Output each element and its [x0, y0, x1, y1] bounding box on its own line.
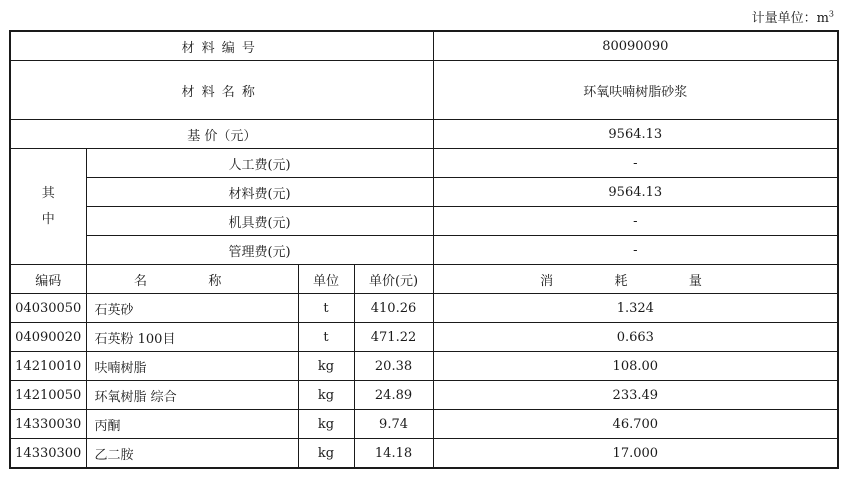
- material-name-row: [10, 61, 838, 120]
- material-name-label: 材料名称: [10, 61, 433, 120]
- cell-price: 20.38: [354, 352, 433, 381]
- table-row: [10, 410, 838, 439]
- table-row: [10, 294, 838, 323]
- cell-name: 环氧树脂 综合: [86, 381, 298, 410]
- material-code-label: 材料编号: [10, 31, 433, 61]
- cell-unit: t: [298, 294, 354, 323]
- table-row: [10, 381, 838, 410]
- measurement-unit-label: 计量单位：m: [751, 11, 829, 26]
- breakdown-row: [10, 236, 838, 265]
- cell-unit: kg: [298, 352, 354, 381]
- table-row: [10, 352, 838, 381]
- column-header-unit: 单位: [298, 265, 354, 294]
- cell-consumption: 17.000: [433, 439, 838, 469]
- cell-unit: kg: [298, 381, 354, 410]
- breakdown-group-label: [10, 149, 86, 265]
- column-header-consumption: 消 耗 量: [433, 265, 838, 294]
- cell-code: 14330030: [10, 410, 86, 439]
- cell-price: 471.22: [354, 323, 433, 352]
- breakdown-group-char-1: 其: [41, 185, 55, 201]
- base-price-label: 基 价（元）: [10, 120, 433, 149]
- material-code-row: [10, 31, 838, 61]
- cell-unit: kg: [298, 410, 354, 439]
- breakdown-row: [10, 178, 838, 207]
- column-header-row: [10, 265, 838, 294]
- cell-price: 9.74: [354, 410, 433, 439]
- breakdown-value: -: [433, 207, 838, 236]
- cell-consumption: 233.49: [433, 381, 838, 410]
- breakdown-label: 材料费(元): [86, 178, 433, 207]
- cell-code: 04090020: [10, 323, 86, 352]
- table-row: [10, 323, 838, 352]
- breakdown-label: 管理费(元): [86, 236, 433, 265]
- cell-unit: kg: [298, 439, 354, 469]
- base-price-row: [10, 120, 838, 149]
- breakdown-label: 人工费(元): [86, 149, 433, 178]
- material-name-value: 环氧呋喃树脂砂浆: [433, 61, 838, 120]
- material-code-value: 80090090: [433, 31, 838, 61]
- cell-consumption: 0.663: [433, 323, 838, 352]
- breakdown-row: [10, 149, 838, 178]
- breakdown-label: 机具费(元): [86, 207, 433, 236]
- base-price-value: 9564.13: [433, 120, 838, 149]
- breakdown-value: -: [433, 149, 838, 178]
- cell-consumption: 1.324: [433, 294, 838, 323]
- cell-name: 丙酮: [86, 410, 298, 439]
- column-header-code: 编码: [10, 265, 86, 294]
- cell-code: 04030050: [10, 294, 86, 323]
- cell-consumption: 46.700: [433, 410, 838, 439]
- breakdown-value: 9564.13: [433, 178, 838, 207]
- cell-unit: t: [298, 323, 354, 352]
- cell-name: 石英粉 100目: [86, 323, 298, 352]
- material-spec-table: [9, 30, 839, 469]
- cell-price: 410.26: [354, 294, 433, 323]
- cell-price: 14.18: [354, 439, 433, 469]
- cell-code: 14210050: [10, 381, 86, 410]
- cell-name: 石英砂: [86, 294, 298, 323]
- breakdown-value: -: [433, 236, 838, 265]
- measurement-unit-superscript: 3: [828, 9, 834, 19]
- cell-name: 呋喃树脂: [86, 352, 298, 381]
- cell-price: 24.89: [354, 381, 433, 410]
- cell-name: 乙二胺: [86, 439, 298, 469]
- column-header-price: 单价(元): [354, 265, 433, 294]
- cell-code: 14330300: [10, 439, 86, 469]
- breakdown-group-char-2: 中: [41, 211, 55, 227]
- column-header-name: 名 称: [86, 265, 298, 294]
- cell-code: 14210010: [10, 352, 86, 381]
- table-row: [10, 439, 838, 469]
- measurement-unit: [752, 7, 834, 26]
- breakdown-row: [10, 207, 838, 236]
- cell-consumption: 108.00: [433, 352, 838, 381]
